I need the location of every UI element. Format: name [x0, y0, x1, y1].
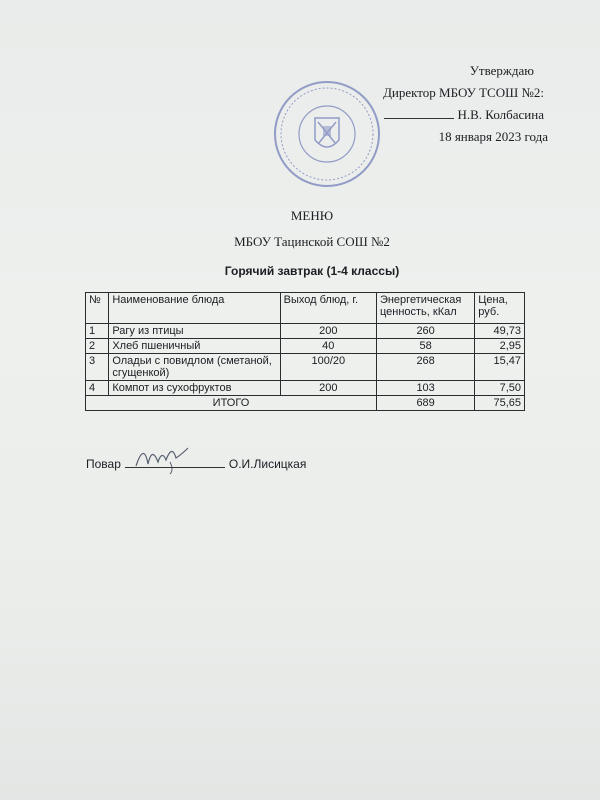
cell-dish: Рагу из птицы — [109, 324, 280, 339]
approval-line-signatory — [364, 104, 594, 126]
total-label: ИТОГО — [86, 396, 377, 411]
cell-dish: Оладьи с повидлом (сметаной, сгущенкой) — [109, 354, 280, 381]
column-header-number: № — [86, 293, 109, 324]
cook-signature-underline — [125, 455, 225, 468]
cell-number: 1 — [86, 324, 109, 339]
cell-number: 2 — [86, 339, 109, 354]
cell-price: 15,47 — [475, 354, 525, 381]
approval-signatory-name: Н.В. Колбасина — [457, 107, 544, 122]
document-title: МЕНЮ — [290, 208, 334, 223]
cell-price: 7,50 — [475, 381, 525, 396]
cell-yield: 100/20 — [280, 354, 376, 381]
cell-yield: 200 — [280, 324, 376, 339]
cell-energy: 103 — [376, 381, 474, 396]
cell-yield: 40 — [280, 339, 376, 354]
approval-block — [364, 60, 594, 148]
column-header-energy: Энергетическая ценность, кКал — [376, 293, 474, 324]
approval-line-director: Директор МБОУ ТСОШ №2: — [383, 85, 544, 100]
column-header-price: Цена, руб. — [475, 293, 525, 324]
menu-table — [85, 292, 525, 411]
column-header-yield: Выход блюд, г. — [280, 293, 376, 324]
cell-yield: 200 — [280, 381, 376, 396]
meal-title: Горячий завтрак (1-4 классы) — [224, 264, 400, 278]
total-price: 75,65 — [475, 396, 525, 411]
cell-energy: 260 — [376, 324, 474, 339]
cell-dish: Компот из сухофруктов — [109, 381, 280, 396]
table-row — [86, 354, 525, 381]
cook-label: Повар — [86, 457, 121, 471]
cook-name: О.И.Лисицкая — [228, 457, 307, 471]
approval-line-approve: Утверждаю — [469, 63, 534, 78]
table-total-row — [86, 396, 525, 411]
column-header-dish: Наименование блюда — [109, 293, 280, 324]
cell-energy: 58 — [376, 339, 474, 354]
table-row — [86, 339, 525, 354]
table-row — [86, 381, 525, 396]
school-name: МБОУ Тацинской СОШ №2 — [234, 234, 390, 249]
table-header-row — [86, 293, 525, 324]
cell-price: 49,73 — [475, 324, 525, 339]
cell-dish: Хлеб пшеничный — [109, 339, 280, 354]
cell-number: 4 — [86, 381, 109, 396]
table-row — [86, 324, 525, 339]
cook-signature-line — [86, 455, 306, 471]
total-energy: 689 — [376, 396, 474, 411]
cell-energy: 268 — [376, 354, 474, 381]
approval-signature-line — [384, 118, 454, 119]
approval-line-date: 18 января 2023 года — [438, 129, 548, 144]
cell-number: 3 — [86, 354, 109, 381]
cell-price: 2,95 — [475, 339, 525, 354]
